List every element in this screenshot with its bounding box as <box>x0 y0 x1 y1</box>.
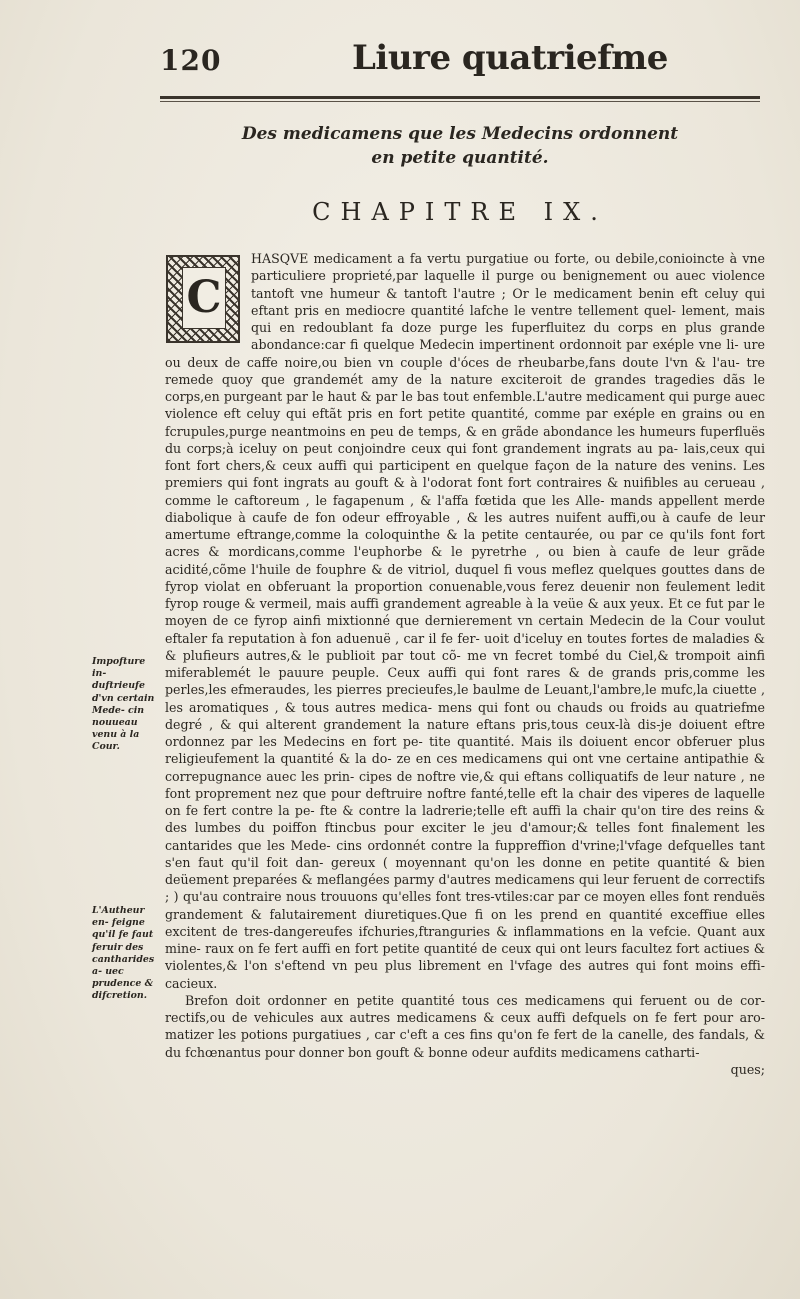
initial-letter: C <box>182 267 226 329</box>
margin-note-cantharides: L'Autheur en- feigne qu'il fe faut feruir des cantharides a- uec prudence & difcretion. <box>92 905 155 1002</box>
chapter-heading: CHAPITRE IX. <box>312 198 608 226</box>
running-head: Liure quatriefme <box>352 38 668 78</box>
page-number: 120 <box>160 44 222 77</box>
catchword: ques; <box>730 1061 765 1077</box>
paragraph-2: Brefon doit ordonner en petite quantité tous ces medicamens qui feruent ou de cor- rectifs,ou de vehicules aux autres medicamens & ceux auffi defquels on fe fert pour aro- matizer les potions purgatiues , car c'eft a ces fins qu'on fe fert de la canelle, des fandals, & du fchœnantus pour donner bon gouft & bonne odeur aufdits medicamens catharti- <box>165 992 765 1060</box>
header-rule <box>160 96 760 99</box>
margin-note-imposture: Impofture in- duftrieufe d'vn certain Mede- cin nouueau venu à la Cour. <box>92 656 155 753</box>
body-text <box>165 250 765 1078</box>
header-rule-thin <box>160 101 760 102</box>
section-title: Des medicamens que les Medecins ordonnent en petite quantité. <box>241 124 679 168</box>
paragraph-1: HASQVE medicament a fa vertu purgatiue ou forte, ou debile,conioincte à vne particuliere proprieté,par laquelle il purge ou benignement ou auec violence tantoft vne humeur & tantoft l'autre ; Or le medicament benin eft celuy qui eftant pris en mediocre quantité lafche le ventre tellement quel- lement, mais qui en redoublant fa doze purge les fuperfluitez du corps en plus grande abondance:car fi quelque Medecin impertinent ordonnoit par exéple vne li- ure ou deux de caffe noire,ou bien vn couple d'óces de rheubarbe,fans doute l'vn & l'au- tre remede quoy que grandemét amy de la nature exciteroit de grandes tragedies dãs le corps,en purgeant par le haut & par le bas tout enfemble.L'autre medicament qui purge auec violence eft celuy qui eftãt pris en fort petite quantité, comme par exéple en grains ou en fcrupules,purge neantmoins en peu de temps, & en grãde abondance les humeurs fuperfluës du corps;à iceluy on peut conjoindre ceux qui font grandement ingrats au pa- lais,ceux qui font fort chers,& ceux auffi qui participent en quelque façon de la nature des venins. Les premiers qui font ingrats au gouft & à l'odorat font fort contraires & nuifibles au cerueau , comme le caftoreum , le fagapenum , & l'affa fœtida que les Alle- mands appellent merde diabolique à caufe de fon odeur effroyable , & les autres nuifent auffi,ou à caufe de leur amertume eftrange,comme la coloquinthe & la petite centaurée, ou par ce qu'ils font fort acres & mordicans,comme l'euphorbe & le pyretrhe , ou bien à caufe de leur grãde acidité,cõme l'huile de fouphre & de vitriol, duquel fi vous meflez quelques gouttes dans de fyrop violat en obferuant la proportion conuenable,vous ferez deuenir non feulement ledit fyrop rouge & vermeil, mais auffi grandement agreable à la veüe & aux yeux. Et ce fut par le moyen de ce fyrop ainfi mixtionné que dernierement vn certain Medecin de la Cour voulut eftaler fa reputation à fon aduenuë , car il fe fer- uoit d'iceluy en toutes fortes de maladies & & plufieurs autres,& le publioit par tout cõ- me vn fecret tombé du Ciel,& trompoit ainfi miferablemét le pauure peuple. Ceux auffi qui font rares & de grands pris,comme les perles,les efmeraudes, les pierres precieufes,le baulme de Leuant,l'ambre,le mufc,la ciuette , les aromatiques , & tous autres medica- mens qui font ou chauds ou froids au quatriefme degré , & qui alterent grandement la nature eftans pris,tous ceux-là dis-je doiuent eftre ordonnez par les Medecins en fort pe- tite quantité. Mais ils doiuent encor obferuer plus religieufement la quantité & la do- ze en ces medicamens qui ont vne certaine antipathie & correpugnance auec les prin- cipes de noftre vie,& qui eftans colliquatifs de leur nature , ne font proprement nez que pour deftruire noftre fanté,telle eft la chair des viperes de laquelle on fe fert contre la pe- fte & contre la ladrerie;telle eft auffi la chair qu'on tire des reins & des lumbes du poiffon ftincbus pour exciter le jeu d'amour;& telles font finalement les cantarides que les Mede- cins ordonnét contre la fuppreffion d'vrine;l'vfage defquelles tant s'en faut qu'il foit dan- gereux ( moyennant qu'on les donne en petite quantité & bien deüement preparées & meflangées parmy d'autres medicamens qui leur feruent de correctifs ; ) qu'au contraire nous trouuons qu'elles font tres-vtiles:car par ce moyen elles font renduës grandement & falutairement diuretiques.Que fi on les prend en quantité exceffiue elles excitent de tres-dangereufes ifchuries,ftranguries & inflammations en la vefcie. Quant aux mine- raux on fe fert auffi en fort petite quantité de ceux qui ont leurs facultez fort actiues & violentes,& l'on s'eftend vn peu plus librement en l'vfage des autres qui font moins effi- cacieux. <box>165 251 765 991</box>
initial-spacer <box>165 250 245 348</box>
